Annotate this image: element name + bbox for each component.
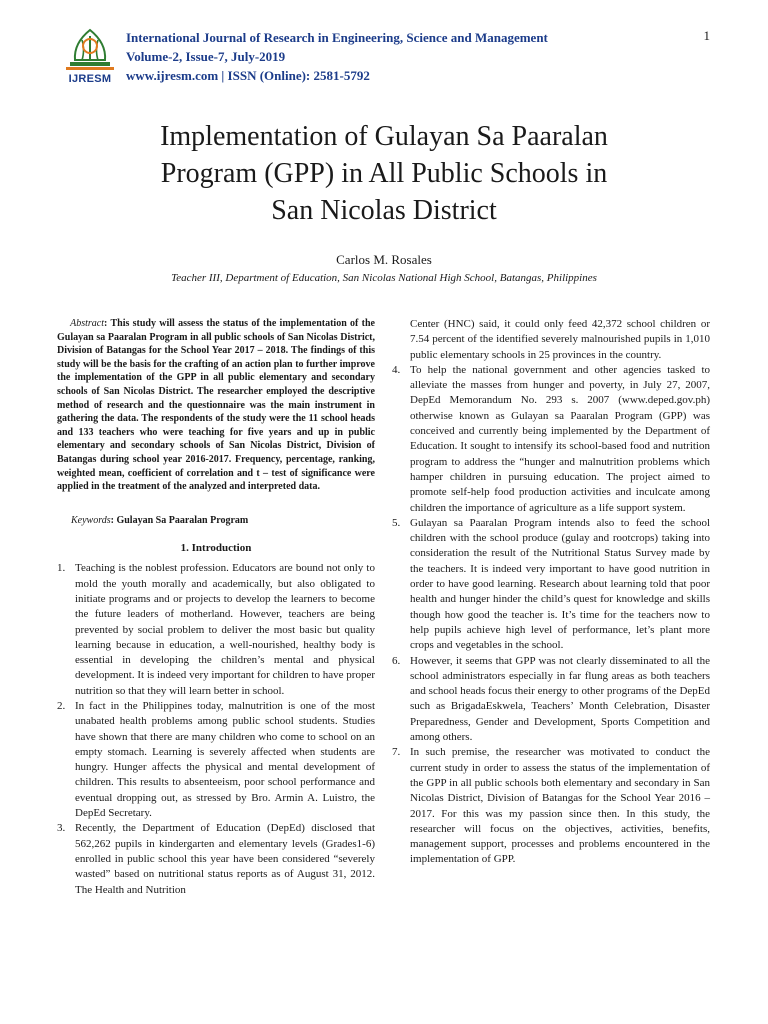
page-number: 1	[703, 28, 710, 43]
list-item	[392, 745, 710, 867]
list-number: 5.	[392, 516, 401, 529]
list-text: However, it seems that GPP was not clearly disseminated to all the school administrators especially in far flung areas as both teachers and school heads focus their energy to other programs of the DepEd such as BrigadaEskwela, Teachers’ Month Celebration, Disaster Preparedness, Gender and Development, Sports Competition and among others.	[410, 654, 710, 744]
journal-logo	[60, 26, 120, 88]
list-number: 7.	[392, 746, 401, 759]
keywords-label: Keywords	[71, 514, 111, 526]
list-text: Recently, the Department of Education (DepEd) disclosed that 562,262 pupils in kindergarten and elementary levels (Grades1-6) enrolled in public school this year have been considered “severely wasted” based on nutritional status reports as of August 31, 2012. The Health and Nutrition	[75, 822, 375, 896]
journal-header	[60, 26, 710, 88]
author-name: Carlos M. Rosales	[336, 252, 432, 267]
paper-title	[60, 118, 708, 229]
intro-list-right	[392, 363, 710, 868]
left-column	[57, 317, 375, 898]
list-item	[57, 561, 375, 699]
abstract-text: : This study will assess the status of the implementation of the Gulayan sa Paaralan Program in all public schools of San Nicolas District, Division of Batangas for the School Year 2017 – 2018. The findings of this study will be the basis for the crafting of an action plan to further improve the implementation of the GPP in all public elementary and secondary schools of San Nicolas District. The researcher employed the descriptive method of research and the questionnaire was the main instrument in gathering the data. The respondents of the study were the 11 school heads and 133 teachers who were teaching for five years and up in public elementary and secondary schools of San Nicolas District, Division of Batangas during school year 2016-2017. Frequency, percentage, ranking, weighted mean, coefficient of correlation and t – test of significance were applied in the treatment of the analyzed and interpreted data.	[57, 318, 375, 493]
journal-volume: Volume-2, Issue-7, July-2019	[126, 49, 286, 64]
title-line: Program (GPP) in All Public Schools in	[160, 158, 608, 189]
list-text: In fact in the Philippines today, malnutrition is one of the most unabated health problems among public school students. Studies have shown that there are many children who come to school on an empty stomach. Learning is severely affected when students are hungry. Hunger affects the physical and mental development of children. This results to absenteeism, poor school performance and eventual dropping out, as stressed by Bro. Armin A. Luistro, the DepEd Secretary.	[75, 699, 375, 820]
list-text: Gulayan sa Paaralan Program intends also to feed the school children with the school produce (gulay and rootcrops) taking into consideration the result of the Nutritional Status Survey made by the teachers. It is indeed very important to have good nutrition in order to have good learning. Research about learning told that poor health and hunger hinder the child’s quest for knowledge and skills though how good the teacher is. It’s time for the teachers now to help pupils achieve high level of performance, let’s plant more crops and vegetables in the school.	[410, 516, 710, 652]
abstract	[57, 317, 375, 494]
list-item	[57, 821, 375, 897]
list-text: In such premise, the researcher was motivated to conduct the current study in order to assess the status of the implementation of the GPP in all public schools both elementary and secondary in San Nicolas District, Division of Batangas for the School Year 2016 – 2017. For this was my passion since then. In this study, the researcher will focus on the objectives, activities, benefits, management support, processes and problems encountered in the implementation of GPP.	[410, 746, 710, 866]
list-number: 4.	[392, 363, 401, 376]
keywords-text: : Gulayan Sa Paaralan Program	[110, 514, 249, 526]
logo-text: IJRESM	[68, 73, 112, 85]
journal-site-issn: www.ijresm.com | ISSN (Online): 2581-5792	[126, 68, 370, 83]
intro-list-left	[57, 561, 375, 898]
list-item	[57, 699, 375, 821]
list-number: 2.	[57, 699, 66, 712]
list-number: 6.	[392, 654, 401, 667]
section-heading: 1. Introduction	[180, 542, 252, 555]
keywords	[71, 513, 375, 528]
list-item	[392, 654, 710, 746]
list-continuation: Center (HNC) said, it could only feed 42,372 school children or 7.54 percent of the identified severely malnourished pupils in 1,010 public elementary schools in 25 provinces in the country.	[410, 318, 710, 361]
list-text: To help the national government and other agencies tasked to alleviate the masses from hunger and poverty, in July 27, 2007, DepEd Memorandum No. 293 s. 2007 (www.deped.gov.ph) otherwise known as Gulayan sa Paaralan Program (GPP) was conceived and currently being implemented by the Department of Education. It sought to intensify its school-based food and nutrition program to address the “hunger and malnutrition problems which hamper children in pursuing education. The project aimed to promote self-help food production activities and inculcate among children the importance of agriculture as a life support system.	[410, 363, 710, 514]
list-number: 1.	[57, 562, 66, 575]
author-affiliation: Teacher III, Department of Education, San Nicolas National High School, Batangas, Philippines	[171, 272, 597, 284]
journal-info	[126, 28, 548, 85]
logo-emblem-icon	[60, 26, 120, 74]
list-item	[392, 363, 710, 516]
list-number: 3.	[57, 822, 66, 835]
right-column	[392, 317, 710, 868]
list-text: Teaching is the noblest profession. Educators are bound not only to mold the youth morally and academically, but also obligated to initiate programs and or projects to develop the learners to become the future leaders of motherland. However, teachers are being prevented by social problem to deliver the most basic but quality learning because in education, a well-nourished, healthy body is essential in developing the children’s mental and physical development. It is indeed very important for children to have proper nutrition so that they will learn better in school.	[75, 562, 375, 697]
title-line: Implementation of Gulayan Sa Paaralan	[160, 121, 608, 152]
journal-name: International Journal of Research in Engineering, Science and Management	[126, 30, 548, 45]
title-line: San Nicolas District	[271, 195, 497, 226]
list-item	[392, 516, 710, 654]
abstract-label: Abstract	[70, 318, 105, 329]
